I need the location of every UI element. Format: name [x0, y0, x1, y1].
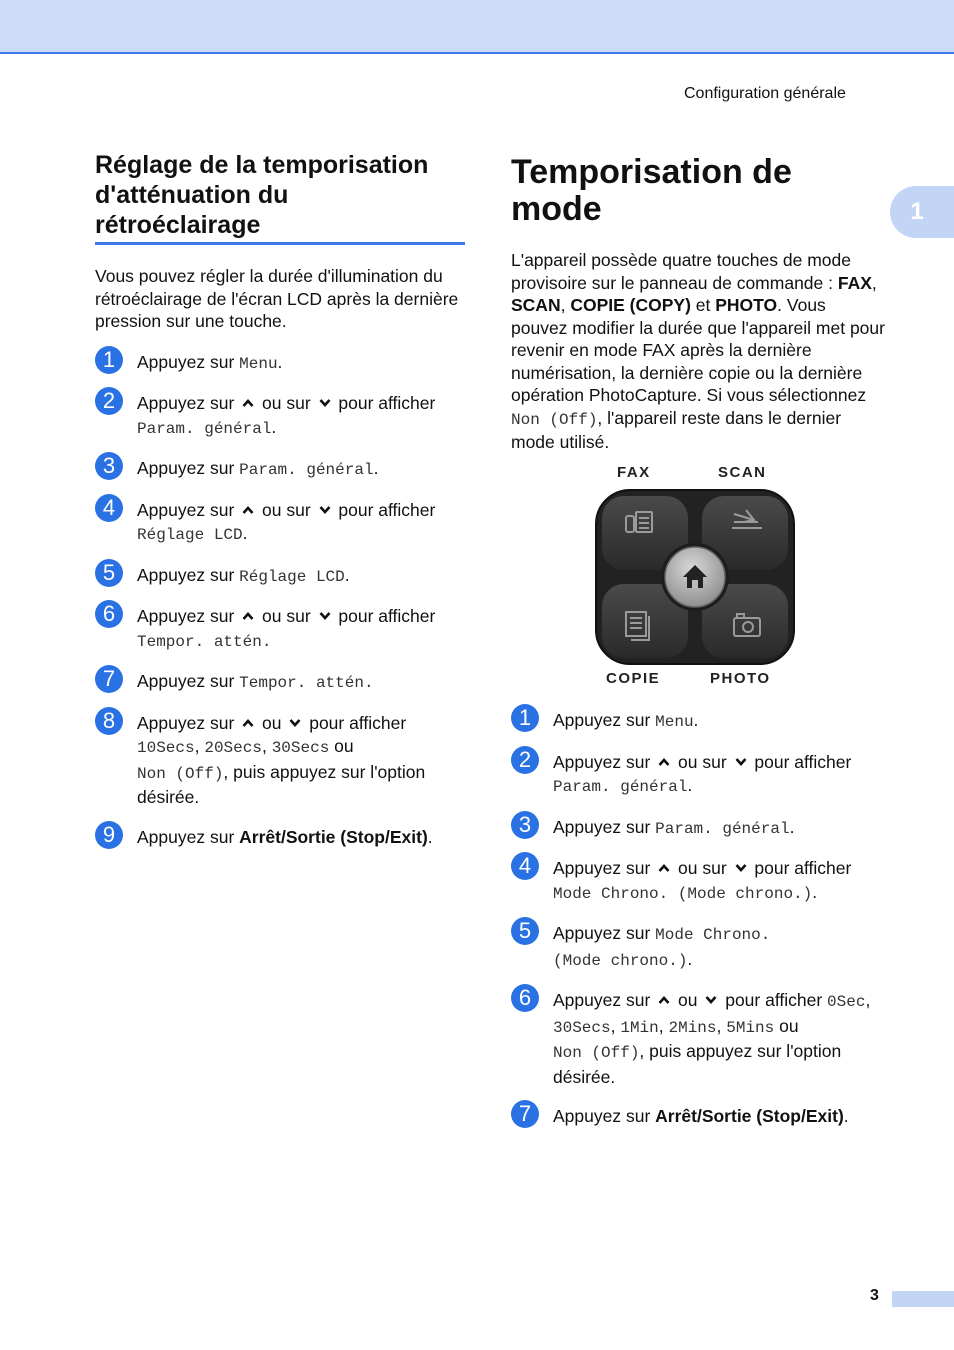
chevron-down-icon: [319, 505, 331, 515]
chevron-down-icon: [289, 718, 301, 728]
chevron-down-icon: [319, 611, 331, 621]
step-number: 1: [95, 346, 123, 374]
section-heading-mode-timer: Temporisation de mode: [511, 153, 792, 228]
mode-timer-steps: [511, 705, 887, 1129]
chevron-down-icon: [319, 398, 331, 408]
chevron-up-icon: [242, 505, 254, 515]
step-number: 5: [511, 917, 539, 945]
list-item: 5 Appuyez sur Mode Chrono. (Mode chrono.).: [511, 922, 887, 973]
chevron-up-icon: [242, 718, 254, 728]
right-column: [511, 150, 887, 454]
chevron-down-icon: [735, 757, 747, 767]
list-item: 6 Appuyez sur ou sur pour afficher Tempor. attén.: [95, 605, 465, 654]
step-number: 8: [95, 707, 123, 735]
right-steps-container: [511, 705, 887, 1145]
list-item: 5 Appuyez sur Réglage LCD.: [95, 564, 465, 590]
list-item: 4 Appuyez sur ou sur pour afficher Mode Chrono. (Mode chrono.).: [511, 857, 887, 906]
step-number: 2: [511, 746, 539, 774]
list-item: 9 Appuyez sur Arrêt/Sortie (Stop/Exit).: [95, 826, 465, 850]
list-item: 3 Appuyez sur Param. général.: [95, 457, 465, 483]
chevron-up-icon: [658, 757, 670, 767]
step-number: 5: [95, 559, 123, 587]
chevron-up-icon: [242, 611, 254, 621]
list-item: 4 Appuyez sur ou sur pour afficher Réglage LCD.: [95, 499, 465, 548]
step-number: 4: [95, 494, 123, 522]
control-panel-keys: [594, 488, 796, 666]
list-item: 7 Appuyez sur Tempor. attén.: [95, 670, 465, 696]
chevron-down-icon: [705, 995, 717, 1005]
list-item: 1 Appuyez sur Menu.: [95, 351, 465, 377]
step-number: 7: [95, 665, 123, 693]
list-item: 1 Appuyez sur Menu.: [511, 709, 887, 735]
step-number: 3: [511, 811, 539, 839]
page-number: 3: [870, 1287, 879, 1304]
mode-timer-intro: L'appareil possède quatre touches de mode provisoire sur le panneau de commande : FAX, SCAN, COPIE (COPY) et PHOTO. Vous pouvez modifier la durée que l'appareil met pour revenir en mode FAX après la dernière numérisation, la dernière copie ou la dernière opération PhotoCapture. Si vous sélectionnez Non (Off), l'appareil reste dans le dernier mode utilisé.: [511, 250, 885, 452]
running-title: Configuration générale: [684, 85, 846, 102]
chevron-down-icon: [735, 863, 747, 873]
step-number: 1: [511, 704, 539, 732]
list-item: 7 Appuyez sur Arrêt/Sortie (Stop/Exit).: [511, 1105, 887, 1129]
fax-key-label: FAX: [617, 464, 651, 481]
left-column: [95, 150, 465, 865]
scan-key-label: SCAN: [718, 464, 767, 481]
step-number: 6: [95, 600, 123, 628]
chevron-up-icon: [658, 995, 670, 1005]
top-header-bar: [0, 0, 954, 54]
chevron-up-icon: [658, 863, 670, 873]
backlight-steps: [95, 346, 465, 850]
step-number: 3: [95, 452, 123, 480]
list-item: 6 Appuyez sur ou pour afficher 0Sec, 30Secs, 1Min, 2Mins, 5Mins ou Non (Off), puis appuyez sur l'option désirée.: [511, 989, 887, 1089]
list-item: 2 Appuyez sur ou sur pour afficher Param. général.: [511, 751, 887, 800]
step-number: 2: [95, 387, 123, 415]
list-item: 2 Appuyez sur ou sur pour afficher Param. général.: [95, 392, 465, 441]
chapter-tab: 1: [890, 186, 954, 238]
backlight-intro: Vous pouvez régler la durée d'illumination du rétroéclairage de l'écran LCD après la dernière pression sur une touche.: [95, 266, 459, 331]
page-number-tab: [892, 1291, 954, 1307]
step-number: 6: [511, 984, 539, 1012]
list-item: 8 Appuyez sur ou pour afficher 10Secs, 20Secs, 30Secs ou Non (Off), puis appuyez sur l'option désirée.: [95, 712, 465, 810]
section-heading-backlight: Réglage de la temporisation d'atténuation du rétroéclairage: [95, 150, 465, 245]
copy-key-label: COPIE: [606, 670, 661, 687]
list-item: 3 Appuyez sur Param. général.: [511, 816, 887, 842]
chevron-up-icon: [242, 398, 254, 408]
step-number: 4: [511, 852, 539, 880]
mode-keys-illustration: [593, 464, 797, 688]
photo-key-label: PHOTO: [710, 670, 771, 687]
step-number: 7: [511, 1100, 539, 1128]
step-number: 9: [95, 821, 123, 849]
